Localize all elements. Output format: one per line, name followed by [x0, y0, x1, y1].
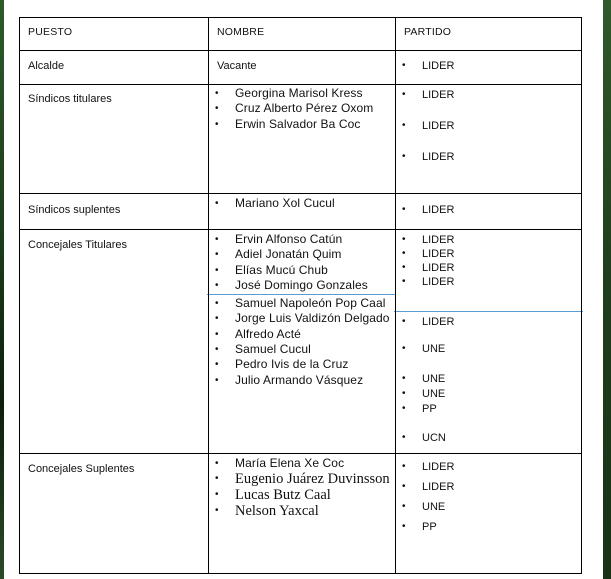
name-item: • Nelson Yaxcal: [209, 503, 395, 519]
party-item: • LIDER: [396, 119, 581, 133]
name-item: • Alfredo Acté: [209, 327, 395, 342]
nombre-value: Vacante: [217, 60, 257, 72]
party-list: [396, 60, 581, 72]
party-item: • UCN: [396, 431, 581, 445]
party-list: [396, 315, 581, 445]
header-cell-partido: [396, 18, 582, 51]
header-puesto: PUESTO: [28, 26, 73, 38]
name-item: • Elías Mucú Chub: [209, 263, 395, 278]
table-header-row: [20, 18, 582, 51]
header-nombre: NOMBRE: [217, 26, 265, 38]
party-item: • PP: [396, 520, 581, 534]
party-item: • LIDER: [396, 204, 581, 216]
name-item: • María Elena Xe Coc: [209, 456, 395, 471]
puesto-label: Síndicos suplentes: [28, 204, 121, 216]
name-item: • Ervin Alfonso Catún: [209, 232, 395, 247]
party-item: • UNE: [396, 387, 581, 401]
document-page: [4, 0, 603, 579]
party-item: • UNE: [396, 372, 581, 386]
party-item: • LIDER: [396, 480, 581, 494]
party-list: [396, 460, 581, 534]
party-item: • PP: [396, 402, 581, 416]
puesto-label: Concejales Suplentes: [28, 463, 135, 475]
puesto-cell: [20, 194, 209, 230]
name-item: • Jorge Luis Valdizón Delgado: [209, 311, 395, 326]
officials-table: [19, 17, 582, 574]
name-list: [209, 86, 395, 132]
party-list: [396, 88, 581, 164]
nombre-cell: [209, 194, 396, 230]
name-item: • Erwin Salvador Ba Coc: [209, 117, 395, 132]
name-list: [209, 456, 395, 471]
table-row-alcalde: [20, 51, 582, 85]
party-list: [396, 233, 581, 289]
party-item: • LIDER: [396, 247, 581, 261]
puesto-cell: [20, 454, 209, 574]
table-row-sindicos-suplentes: [20, 194, 582, 230]
name-item: • Julio Armando Vásquez: [209, 373, 395, 388]
party-item: • LIDER: [396, 261, 581, 275]
name-item: • Mariano Xol Cucul: [209, 196, 395, 211]
header-cell-puesto: [20, 18, 209, 51]
party-item: • UNE: [396, 500, 581, 514]
name-list: [209, 232, 395, 293]
nombre-cell: [209, 85, 396, 194]
partido-cell: [396, 51, 582, 85]
party-item: • LIDER: [396, 150, 581, 164]
party-item: • LIDER: [396, 315, 581, 329]
party-item: • UNE: [396, 342, 581, 356]
puesto-label: Concejales Titulares: [28, 239, 128, 251]
name-item: • Cruz Alberto Pérez Oxom: [209, 101, 395, 116]
nombre-cell: [209, 230, 396, 454]
nombre-cell: [209, 454, 396, 574]
nombre-cell: [209, 51, 396, 85]
puesto-cell: [20, 85, 209, 194]
partido-cell: [396, 230, 582, 454]
partido-cell: [396, 85, 582, 194]
table-row-concejales-suplentes: [20, 454, 582, 574]
puesto-label: Síndicos titulares: [28, 93, 112, 105]
puesto-label: Alcalde: [28, 60, 65, 72]
name-list: [209, 196, 395, 211]
highlight-divider: [394, 311, 583, 312]
name-item: • Georgina Marisol Kress: [209, 86, 395, 101]
name-item: • Adiel Jonatán Quim: [209, 247, 395, 262]
background-right-edge: [603, 0, 611, 579]
name-item: • Samuel Napoleón Pop Caal: [209, 296, 395, 311]
name-item: • Pedro Ivis de la Cruz: [209, 357, 395, 372]
highlight-divider: [207, 294, 395, 295]
table-row-concejales-titulares: [20, 230, 582, 454]
party-item: • LIDER: [396, 275, 581, 289]
party-list: [396, 204, 581, 216]
name-item: • Samuel Cucul: [209, 342, 395, 357]
table-row-sindicos-titulares: [20, 85, 582, 194]
party-item: • LIDER: [396, 88, 581, 102]
party-item: • LIDER: [396, 233, 581, 247]
partido-cell: [396, 194, 582, 230]
name-item: • Lucas Butz Caal: [209, 487, 395, 503]
puesto-cell: [20, 51, 209, 85]
name-list: [209, 296, 395, 388]
name-item: • Eugenio Juárez Duvinsson: [209, 471, 395, 487]
name-item: • José Domingo Gonzales: [209, 278, 395, 293]
puesto-cell: [20, 230, 209, 454]
party-item: • LIDER: [396, 460, 581, 474]
header-cell-nombre: [209, 18, 396, 51]
name-list: [209, 471, 395, 519]
partido-cell: [396, 454, 582, 574]
header-partido: PARTIDO: [404, 26, 452, 38]
party-item: • LIDER: [396, 60, 581, 72]
